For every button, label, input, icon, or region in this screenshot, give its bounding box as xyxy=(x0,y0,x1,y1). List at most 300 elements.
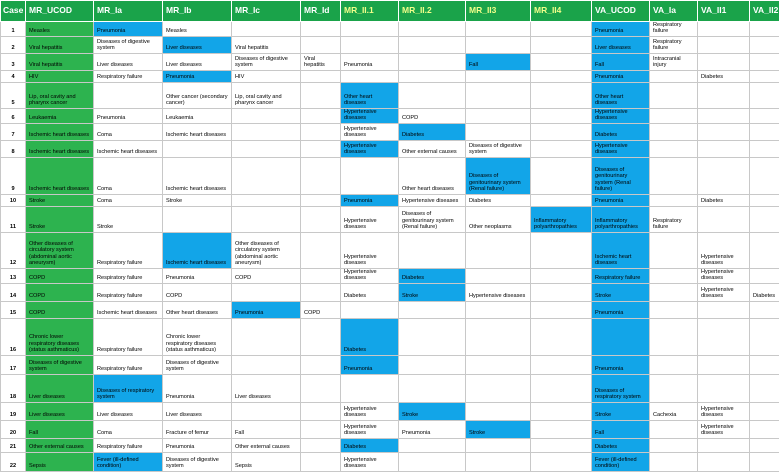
table-row xyxy=(1,301,779,318)
table-cell: Pneumonia xyxy=(163,438,232,452)
table-cell xyxy=(698,206,750,232)
table-cell: Hypertensive diseases xyxy=(466,283,531,301)
table-cell xyxy=(301,374,341,402)
table-cell: Diabetes xyxy=(750,283,779,301)
table-cell xyxy=(301,318,341,355)
table-cell xyxy=(650,194,698,206)
table-cell xyxy=(531,157,592,194)
table-cell: Chronic lower respiratory diseases (status asthmaticus) xyxy=(163,318,232,355)
table-cell xyxy=(698,53,750,70)
table-row xyxy=(1,318,779,355)
table-cell xyxy=(650,374,698,402)
table-cell xyxy=(531,420,592,438)
column-header: MR_Id xyxy=(301,1,341,22)
table-row xyxy=(1,140,779,157)
table-cell: Liver diseases xyxy=(163,53,232,70)
table-cell: Lip, oral cavity and pharynx cancer xyxy=(232,82,301,108)
table-cell xyxy=(650,452,698,471)
table-cell: Pneumonia xyxy=(592,194,650,206)
table-cell xyxy=(650,108,698,123)
table-cell xyxy=(399,70,466,82)
table-cell xyxy=(341,22,399,37)
table-cell xyxy=(750,452,779,471)
table-cell xyxy=(163,140,232,157)
case-number: 10 xyxy=(1,194,26,206)
table-row xyxy=(1,268,779,283)
table-cell: COPD xyxy=(399,108,466,123)
table-cell: Ischemic heart diseases xyxy=(592,232,650,268)
table-cell xyxy=(750,438,779,452)
table-cell: Ischemic heart diseases xyxy=(26,123,94,140)
table-cell: COPD xyxy=(163,283,232,301)
case-number: 16 xyxy=(1,318,26,355)
table-cell: Hypertensive diseases xyxy=(341,452,399,471)
table-row xyxy=(1,22,779,37)
table-cell xyxy=(341,70,399,82)
table-cell xyxy=(531,438,592,452)
table-cell: Respiratory failure xyxy=(650,22,698,37)
table-cell xyxy=(650,140,698,157)
table-cell xyxy=(531,374,592,402)
table-cell: Ischemic heart diseases xyxy=(163,232,232,268)
table-cell: Fall xyxy=(232,420,301,438)
table-cell: COPD xyxy=(26,283,94,301)
table-cell xyxy=(750,22,779,37)
table-cell: Pneumonia xyxy=(94,108,163,123)
table-cell xyxy=(399,82,466,108)
table-cell xyxy=(750,318,779,355)
table-cell xyxy=(531,108,592,123)
table-cell xyxy=(163,206,232,232)
case-number: 13 xyxy=(1,268,26,283)
table-cell: Diabetes xyxy=(698,70,750,82)
table-cell: Hypertensive diseases xyxy=(341,232,399,268)
table-cell xyxy=(750,301,779,318)
table-cell: Pneumonia xyxy=(163,374,232,402)
table-cell: Pneumonia xyxy=(341,53,399,70)
case-number: 22 xyxy=(1,452,26,471)
table-cell xyxy=(650,318,698,355)
table-cell: Ischemic heart diseases xyxy=(163,157,232,194)
table-cell: Viral hepatitis xyxy=(26,36,94,53)
table-cell xyxy=(301,452,341,471)
table-cell xyxy=(592,318,650,355)
case-number: 7 xyxy=(1,123,26,140)
table-cell: Respiratory failure xyxy=(94,70,163,82)
table-cell xyxy=(341,374,399,402)
table-cell: Respiratory failure xyxy=(94,318,163,355)
table-cell xyxy=(650,438,698,452)
table-cell xyxy=(232,108,301,123)
table-cell: Diseases of respiratory system xyxy=(94,374,163,402)
table-cell xyxy=(750,70,779,82)
table-cell xyxy=(232,283,301,301)
table-cell xyxy=(301,283,341,301)
table-cell: Diseases of digestive system xyxy=(163,452,232,471)
table-cell xyxy=(698,108,750,123)
table-cell: Hypertensive diseases xyxy=(698,232,750,268)
table-cell: Liver diseases xyxy=(26,402,94,420)
table-cell xyxy=(750,402,779,420)
table-cell xyxy=(232,318,301,355)
table-cell xyxy=(399,452,466,471)
table-cell: Stroke xyxy=(26,194,94,206)
table-cell: Diseases of digestive system xyxy=(26,355,94,374)
table-cell xyxy=(750,36,779,53)
table-cell: Fall xyxy=(592,420,650,438)
table-cell xyxy=(466,123,531,140)
table-cell: Stroke xyxy=(163,194,232,206)
column-header: VA_Ia xyxy=(650,1,698,22)
table-cell: Pneumonia xyxy=(592,355,650,374)
table-cell: Other diseases of circulatory system (abdominal aortic aneurysm) xyxy=(26,232,94,268)
table-cell xyxy=(466,82,531,108)
column-header: Case xyxy=(1,1,26,22)
table-row xyxy=(1,420,779,438)
table-row xyxy=(1,355,779,374)
table-cell: Coma xyxy=(94,123,163,140)
table-cell: Liver diseases xyxy=(163,36,232,53)
table-cell: Pneumonia xyxy=(399,420,466,438)
case-number: 11 xyxy=(1,206,26,232)
table-cell xyxy=(650,70,698,82)
case-number: 14 xyxy=(1,283,26,301)
table-cell: Viral hepatitis xyxy=(26,53,94,70)
table-cell: Leukaemia xyxy=(163,108,232,123)
table-cell xyxy=(531,301,592,318)
table-cell xyxy=(301,438,341,452)
table-cell: Other diseases of circulatory system (abdominal aortic aneurysm) xyxy=(232,232,301,268)
case-number: 20 xyxy=(1,420,26,438)
table-cell xyxy=(301,70,341,82)
table-cell: Coma xyxy=(94,420,163,438)
table-cell xyxy=(399,374,466,402)
table-cell: Pneumonia xyxy=(341,355,399,374)
table-cell: Liver diseases xyxy=(232,374,301,402)
table-cell: COPD xyxy=(26,268,94,283)
table-cell: Diseases of digestive system xyxy=(94,36,163,53)
table-cell xyxy=(650,301,698,318)
table-cell xyxy=(301,22,341,37)
table-cell xyxy=(466,438,531,452)
table-cell: Intracranial injury xyxy=(650,53,698,70)
table-cell: Hypertensive diseases xyxy=(341,420,399,438)
table-cell: Liver diseases xyxy=(94,53,163,70)
table-cell: Viral hepatitis xyxy=(301,53,341,70)
table-cell xyxy=(750,123,779,140)
table-cell: Diabetes xyxy=(466,194,531,206)
table-cell xyxy=(750,206,779,232)
case-number: 21 xyxy=(1,438,26,452)
table-cell xyxy=(531,123,592,140)
table-cell xyxy=(698,140,750,157)
table-cell xyxy=(750,268,779,283)
table-cell xyxy=(466,318,531,355)
table-cell: Other external causes xyxy=(399,140,466,157)
table-row xyxy=(1,232,779,268)
table-cell xyxy=(531,283,592,301)
table-cell: Other heart diseases xyxy=(163,301,232,318)
table-cell: Viral hepatitis xyxy=(232,36,301,53)
table-cell: Liver diseases xyxy=(26,374,94,402)
table-cell: Lip, oral cavity and pharynx cancer xyxy=(26,82,94,108)
column-header: MR_UCOD xyxy=(26,1,94,22)
table-row xyxy=(1,402,779,420)
table-cell: Diseases of respiratory system xyxy=(592,374,650,402)
table-cell: Hypertensive diseases xyxy=(698,283,750,301)
table-cell xyxy=(650,123,698,140)
table-cell xyxy=(466,268,531,283)
table-cell: Other heart diseases xyxy=(341,82,399,108)
table-cell xyxy=(399,36,466,53)
table-row xyxy=(1,108,779,123)
table-cell: Hypertensive diseases xyxy=(592,108,650,123)
table-cell: Inflammatory polyarthropathies xyxy=(531,206,592,232)
table-cell xyxy=(466,301,531,318)
table-cell xyxy=(650,268,698,283)
table-cell: Respiratory failure xyxy=(650,36,698,53)
case-number: 15 xyxy=(1,301,26,318)
table-cell: Fall xyxy=(466,53,531,70)
table-cell: Other heart diseases xyxy=(399,157,466,194)
table-cell: Other external causes xyxy=(232,438,301,452)
table-cell xyxy=(698,452,750,471)
table-cell: Diseases of digestive system xyxy=(232,53,301,70)
column-header: MR_Ia xyxy=(94,1,163,22)
column-header: MR_II.1 xyxy=(341,1,399,22)
table-cell: Fever (ill-defined condition) xyxy=(592,452,650,471)
table-cell xyxy=(531,232,592,268)
table-cell xyxy=(399,318,466,355)
table-cell xyxy=(466,452,531,471)
table-cell xyxy=(750,53,779,70)
table-cell: Stroke xyxy=(399,283,466,301)
table-cell: Pneumonia xyxy=(163,268,232,283)
table-cell: Coma xyxy=(94,157,163,194)
table-cell xyxy=(531,36,592,53)
table-row xyxy=(1,53,779,70)
table-cell: Hypertensive diseases xyxy=(341,402,399,420)
table-cell xyxy=(399,438,466,452)
table-cell xyxy=(301,157,341,194)
table-cell: Chronic lower respiratory diseases (status asthmaticus) xyxy=(26,318,94,355)
table-cell: Diabetes xyxy=(399,268,466,283)
table-cell xyxy=(341,36,399,53)
table-cell xyxy=(301,268,341,283)
table-cell: Hypertensive diseases xyxy=(341,268,399,283)
table-cell xyxy=(232,140,301,157)
table-cell: Leukaemia xyxy=(26,108,94,123)
case-number: 8 xyxy=(1,140,26,157)
table-cell: Hypertensive diseases xyxy=(399,194,466,206)
table-cell: Liver diseases xyxy=(163,402,232,420)
table-cell xyxy=(399,22,466,37)
table-cell xyxy=(750,374,779,402)
table-cell xyxy=(531,402,592,420)
table-cell: Hypertensive diseases xyxy=(698,420,750,438)
case-number: 19 xyxy=(1,402,26,420)
table-cell: Diabetes xyxy=(698,194,750,206)
column-header: VA_II1 xyxy=(698,1,750,22)
table-cell: Respiratory failure xyxy=(94,355,163,374)
table-cell xyxy=(301,355,341,374)
table-cell: Cachexia xyxy=(650,402,698,420)
table-cell: Stroke xyxy=(399,402,466,420)
table-cell: Sepsis xyxy=(232,452,301,471)
table-cell: Other external causes xyxy=(26,438,94,452)
table-row xyxy=(1,452,779,471)
table-cell xyxy=(650,355,698,374)
table-cell xyxy=(399,53,466,70)
header-row xyxy=(1,1,779,22)
column-header: MR_Ic xyxy=(232,1,301,22)
table-cell: COPD xyxy=(26,301,94,318)
table-cell: Measles xyxy=(163,22,232,37)
table-cell xyxy=(698,123,750,140)
case-number: 2 xyxy=(1,36,26,53)
table-cell: COPD xyxy=(301,301,341,318)
table-cell xyxy=(750,82,779,108)
table-cell: Stroke xyxy=(26,206,94,232)
table-cell: Diabetes xyxy=(592,123,650,140)
table-cell: Fever (ill-defined condition) xyxy=(94,452,163,471)
table-cell xyxy=(650,232,698,268)
table-cell xyxy=(531,22,592,37)
table-cell xyxy=(466,232,531,268)
case-number: 3 xyxy=(1,53,26,70)
table-cell: Sepsis xyxy=(26,452,94,471)
table-cell: Measles xyxy=(26,22,94,37)
column-header: VA_UCOD xyxy=(592,1,650,22)
table-cell: Diseases of digestive system xyxy=(163,355,232,374)
table-cell: Hypertensive diseases xyxy=(341,108,399,123)
table-cell xyxy=(466,70,531,82)
table-cell xyxy=(232,157,301,194)
table-cell xyxy=(650,420,698,438)
table-cell: Fall xyxy=(592,53,650,70)
table-cell xyxy=(341,301,399,318)
table-cell xyxy=(750,108,779,123)
table-cell: Ischemic heart diseases xyxy=(94,140,163,157)
case-number: 12 xyxy=(1,232,26,268)
table-row xyxy=(1,374,779,402)
table-cell xyxy=(650,157,698,194)
table-cell: Fracture of femur xyxy=(163,420,232,438)
table-row xyxy=(1,194,779,206)
table-cell xyxy=(650,82,698,108)
table-cell xyxy=(531,268,592,283)
table-cell xyxy=(94,82,163,108)
table-cell: Respiratory failure xyxy=(94,283,163,301)
table-cell: Hypertensive diseases xyxy=(341,140,399,157)
table-cell xyxy=(750,232,779,268)
table-cell: Hypertensive diseases xyxy=(341,206,399,232)
table-cell xyxy=(232,355,301,374)
table-cell: Diseases of digestive system xyxy=(466,140,531,157)
table-cell xyxy=(466,22,531,37)
table-cell xyxy=(466,374,531,402)
table-cell xyxy=(531,452,592,471)
table-row xyxy=(1,36,779,53)
table-cell: Diabetes xyxy=(341,283,399,301)
table-cell: HIV xyxy=(26,70,94,82)
table-cell xyxy=(301,232,341,268)
table-cell: Stroke xyxy=(592,283,650,301)
table-cell xyxy=(466,108,531,123)
table-cell xyxy=(232,194,301,206)
table-cell xyxy=(301,108,341,123)
table-cell: Hypertensive diseases xyxy=(698,268,750,283)
table-cell xyxy=(301,194,341,206)
table-cell: Diabetes xyxy=(341,318,399,355)
table-cell xyxy=(399,301,466,318)
table-cell xyxy=(399,355,466,374)
table-cell: Other neoplasms xyxy=(466,206,531,232)
table-cell: Liver diseases xyxy=(592,36,650,53)
table-cell xyxy=(531,318,592,355)
table-cell xyxy=(531,140,592,157)
table-cell xyxy=(466,36,531,53)
table-cell xyxy=(232,22,301,37)
table-cell xyxy=(531,53,592,70)
table-cell xyxy=(750,420,779,438)
table-cell xyxy=(232,123,301,140)
table-cell xyxy=(750,140,779,157)
table-cell xyxy=(301,123,341,140)
table-cell xyxy=(531,70,592,82)
table-cell: COPD xyxy=(232,268,301,283)
table-cell: Diabetes xyxy=(399,123,466,140)
table-cell: Diseases of genitourinary system (Renal failure) xyxy=(399,206,466,232)
table-cell: Hypertensive diseases xyxy=(698,402,750,420)
table-cell xyxy=(341,157,399,194)
column-header: VA_II2 xyxy=(750,1,779,22)
table-cell xyxy=(301,402,341,420)
table-cell: Liver diseases xyxy=(94,402,163,420)
table-cell: Diabetes xyxy=(592,438,650,452)
table-cell xyxy=(650,283,698,301)
table-cell xyxy=(301,206,341,232)
table-cell: Diabetes xyxy=(341,438,399,452)
table-cell: Coma xyxy=(94,194,163,206)
table-cell xyxy=(698,355,750,374)
table-cell: Inflammatory polyarthropathies xyxy=(592,206,650,232)
table-row xyxy=(1,123,779,140)
table-cell xyxy=(232,206,301,232)
table-cell: Respiratory failure xyxy=(650,206,698,232)
table-cell: HIV xyxy=(232,70,301,82)
table-cell xyxy=(698,301,750,318)
table-cell: Respiratory failure xyxy=(94,438,163,452)
table-cell: Other heart diseases xyxy=(592,82,650,108)
table-cell: Other cancer (secondary cancer) xyxy=(163,82,232,108)
table-cell: Ischemic heart diseases xyxy=(26,140,94,157)
table-cell xyxy=(698,438,750,452)
table-cell: Stroke xyxy=(94,206,163,232)
table-cell xyxy=(399,232,466,268)
table-cell xyxy=(698,22,750,37)
case-number: 6 xyxy=(1,108,26,123)
table-cell xyxy=(750,157,779,194)
table-cell: Ischemic heart diseases xyxy=(94,301,163,318)
table-cell xyxy=(698,82,750,108)
table-cell: Ischemic heart diseases xyxy=(26,157,94,194)
table-cell: Diseases of genitourinary system (Renal failure) xyxy=(466,157,531,194)
case-number: 5 xyxy=(1,82,26,108)
table-cell xyxy=(698,318,750,355)
column-header: MR_II4 xyxy=(531,1,592,22)
table-cell: Stroke xyxy=(592,402,650,420)
